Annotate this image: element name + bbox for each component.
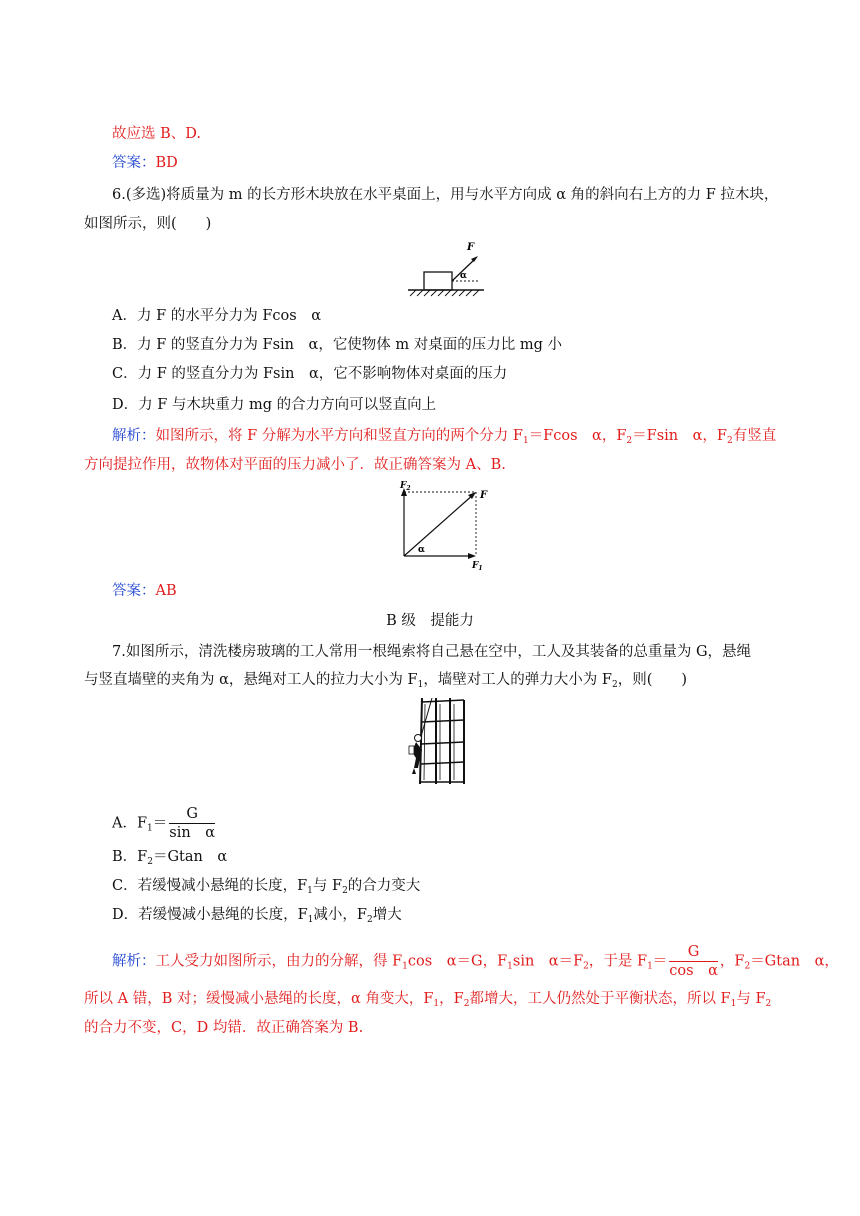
option-text: D．若缓慢减小悬绳的长度，F: [112, 907, 308, 923]
q7-analysis-line2: [84, 989, 771, 1009]
q7-analysis-line3: 的合力不变，C，D 均错．故正确答案为 B.: [84, 1020, 364, 1036]
subscript: 1: [522, 436, 529, 446]
analysis-text: ＝Gtan α，: [750, 953, 839, 970]
denominator: cos α: [669, 963, 718, 979]
analysis-text: ，F: [439, 991, 464, 1007]
q7-stem-line1: 7.如图所示，清洗楼房玻璃的工人常用一根绳索将自己悬在空中，工人及其装备的总重量为 G，悬绳: [112, 644, 752, 660]
subscript: 2: [611, 680, 618, 690]
analysis-text: 所以 A 错，B 对；缓慢减小悬绳的长度，α 角变大，F: [84, 991, 434, 1007]
label-F: F: [480, 490, 488, 501]
subscript: 2: [147, 857, 153, 867]
analysis-label: 解析：: [112, 428, 156, 444]
subscript: 2: [626, 436, 633, 446]
label-alpha: α: [460, 271, 467, 281]
subscript: 2: [342, 886, 348, 896]
q7-option-c: [112, 876, 420, 896]
q6-analysis-line1: [112, 426, 776, 446]
option-text: 增大: [372, 907, 402, 923]
subscript: 2: [583, 961, 589, 972]
F-resultant: [404, 494, 474, 556]
option-text: B．F: [112, 849, 148, 865]
label-F1: $F_1$: [472, 561, 483, 570]
q6-option-a: A．力 F 的水平分力为 Fcos α: [112, 308, 322, 324]
subscript: 1: [147, 823, 153, 834]
q6-analysis-line2: 方向提拉作用，故物体对平面的压力减小了．故正确答案为 A、B.: [84, 457, 506, 473]
analysis-text: ＝Fsin α，F: [632, 428, 727, 444]
q6-option-b: B．力 F 的竖直分力为 Fsin α，它使物体 m 对桌面的压力比 mg 小: [112, 337, 563, 353]
label-F: F: [467, 242, 475, 253]
label-F2: $F_2$: [400, 481, 411, 492]
subscript: 2: [366, 915, 373, 925]
analysis-text: ＝: [652, 953, 668, 970]
subscript: 1: [307, 915, 314, 925]
subscript: 1: [730, 999, 737, 1009]
analysis-text: ，F: [719, 953, 745, 970]
option-text: 与 F: [312, 878, 343, 894]
stem-text: ，墙壁对工人的弹力大小为 F: [423, 672, 612, 688]
q7-option-d: [112, 905, 402, 925]
q6-answer: [112, 581, 177, 601]
subscript: 1: [307, 886, 313, 896]
q7-option-b: [112, 847, 227, 867]
analysis-text: sin α＝F: [512, 953, 584, 970]
window-grid: [420, 698, 464, 784]
option-text: 的合力变大: [347, 878, 421, 894]
stem-text: 与竖直墙壁的夹角为 α，悬绳对工人的拉力大小为 F: [84, 672, 418, 688]
analysis-text: 工人受力如图所示，由力的分解，得 F: [155, 953, 403, 970]
answer-label: 答案：: [112, 583, 156, 599]
option-text: 减小，F: [313, 907, 367, 923]
analysis-text: cos α＝G，F: [407, 953, 508, 970]
table-hatching: [410, 290, 479, 296]
fraction: [669, 944, 718, 979]
analysis-text: 有竖直: [732, 428, 777, 444]
answer-value: BD: [155, 155, 178, 171]
subscript: 1: [647, 961, 653, 972]
option-text: ＝Gtan α: [152, 849, 228, 865]
subscript: 1: [433, 999, 440, 1009]
numerator: G: [169, 806, 215, 824]
analysis-text: 如图所示，将 F 分解为水平方向和竖直方向的两个分力 F: [155, 428, 523, 444]
subscript: 2: [744, 961, 751, 972]
q6-stem-line2: 如图所示，则( ): [84, 216, 212, 232]
wooden-block: [424, 272, 452, 290]
answer-label: 答案：: [112, 155, 156, 171]
arrowhead-icon: [468, 553, 476, 559]
analysis-text: ＝Fcos α，F: [528, 428, 627, 444]
fraction: [169, 806, 215, 841]
subscript: 2: [726, 436, 733, 446]
q6-block-figure: [400, 236, 490, 298]
q6-decomposition-figure: [394, 478, 504, 570]
label-alpha: α: [418, 545, 425, 555]
subscript: 1: [417, 680, 424, 690]
q6-option-d: D．力 F 与木块重力 mg 的合力方向可以竖直向上: [112, 397, 437, 413]
section-title: B 级 提能力: [386, 613, 474, 629]
window-cleaner-figure: [406, 696, 470, 788]
q6-option-c: C．力 F 的竖直分力为 Fsin α，它不影响物体对桌面的压力: [112, 366, 508, 382]
subscript: 1: [507, 961, 513, 972]
answer-value: AB: [155, 583, 177, 599]
analysis-text: 与 F: [736, 991, 766, 1007]
denominator: sin α: [169, 825, 215, 841]
analysis-label: 解析：: [112, 953, 156, 970]
q7-option-a: [112, 806, 217, 841]
option-text: ＝: [152, 815, 168, 832]
analysis-text: 都增大，工人仍然处于平衡状态，所以 F: [469, 991, 731, 1007]
numerator: G: [669, 944, 718, 962]
analysis-text: ，于是 F: [588, 953, 648, 970]
subscript: 1: [402, 961, 408, 972]
subscript: 2: [463, 999, 470, 1009]
previous-conclusion: 故应选 B、D.: [112, 126, 201, 142]
option-text: A．F: [112, 815, 148, 832]
previous-answer: [112, 153, 178, 173]
q7-analysis-line1: [112, 944, 839, 979]
subscript: 2: [765, 999, 772, 1009]
q7-stem-line2: [84, 670, 687, 690]
q6-stem-line1: 6.(多选)将质量为 m 的长方形木块放在水平桌面上，用与水平方向成 α 角的斜向右上方的力 F 拉木块，: [112, 187, 779, 203]
option-text: C．若缓慢减小悬绳的长度，F: [112, 878, 308, 894]
stem-text: ，则( ): [617, 672, 688, 688]
